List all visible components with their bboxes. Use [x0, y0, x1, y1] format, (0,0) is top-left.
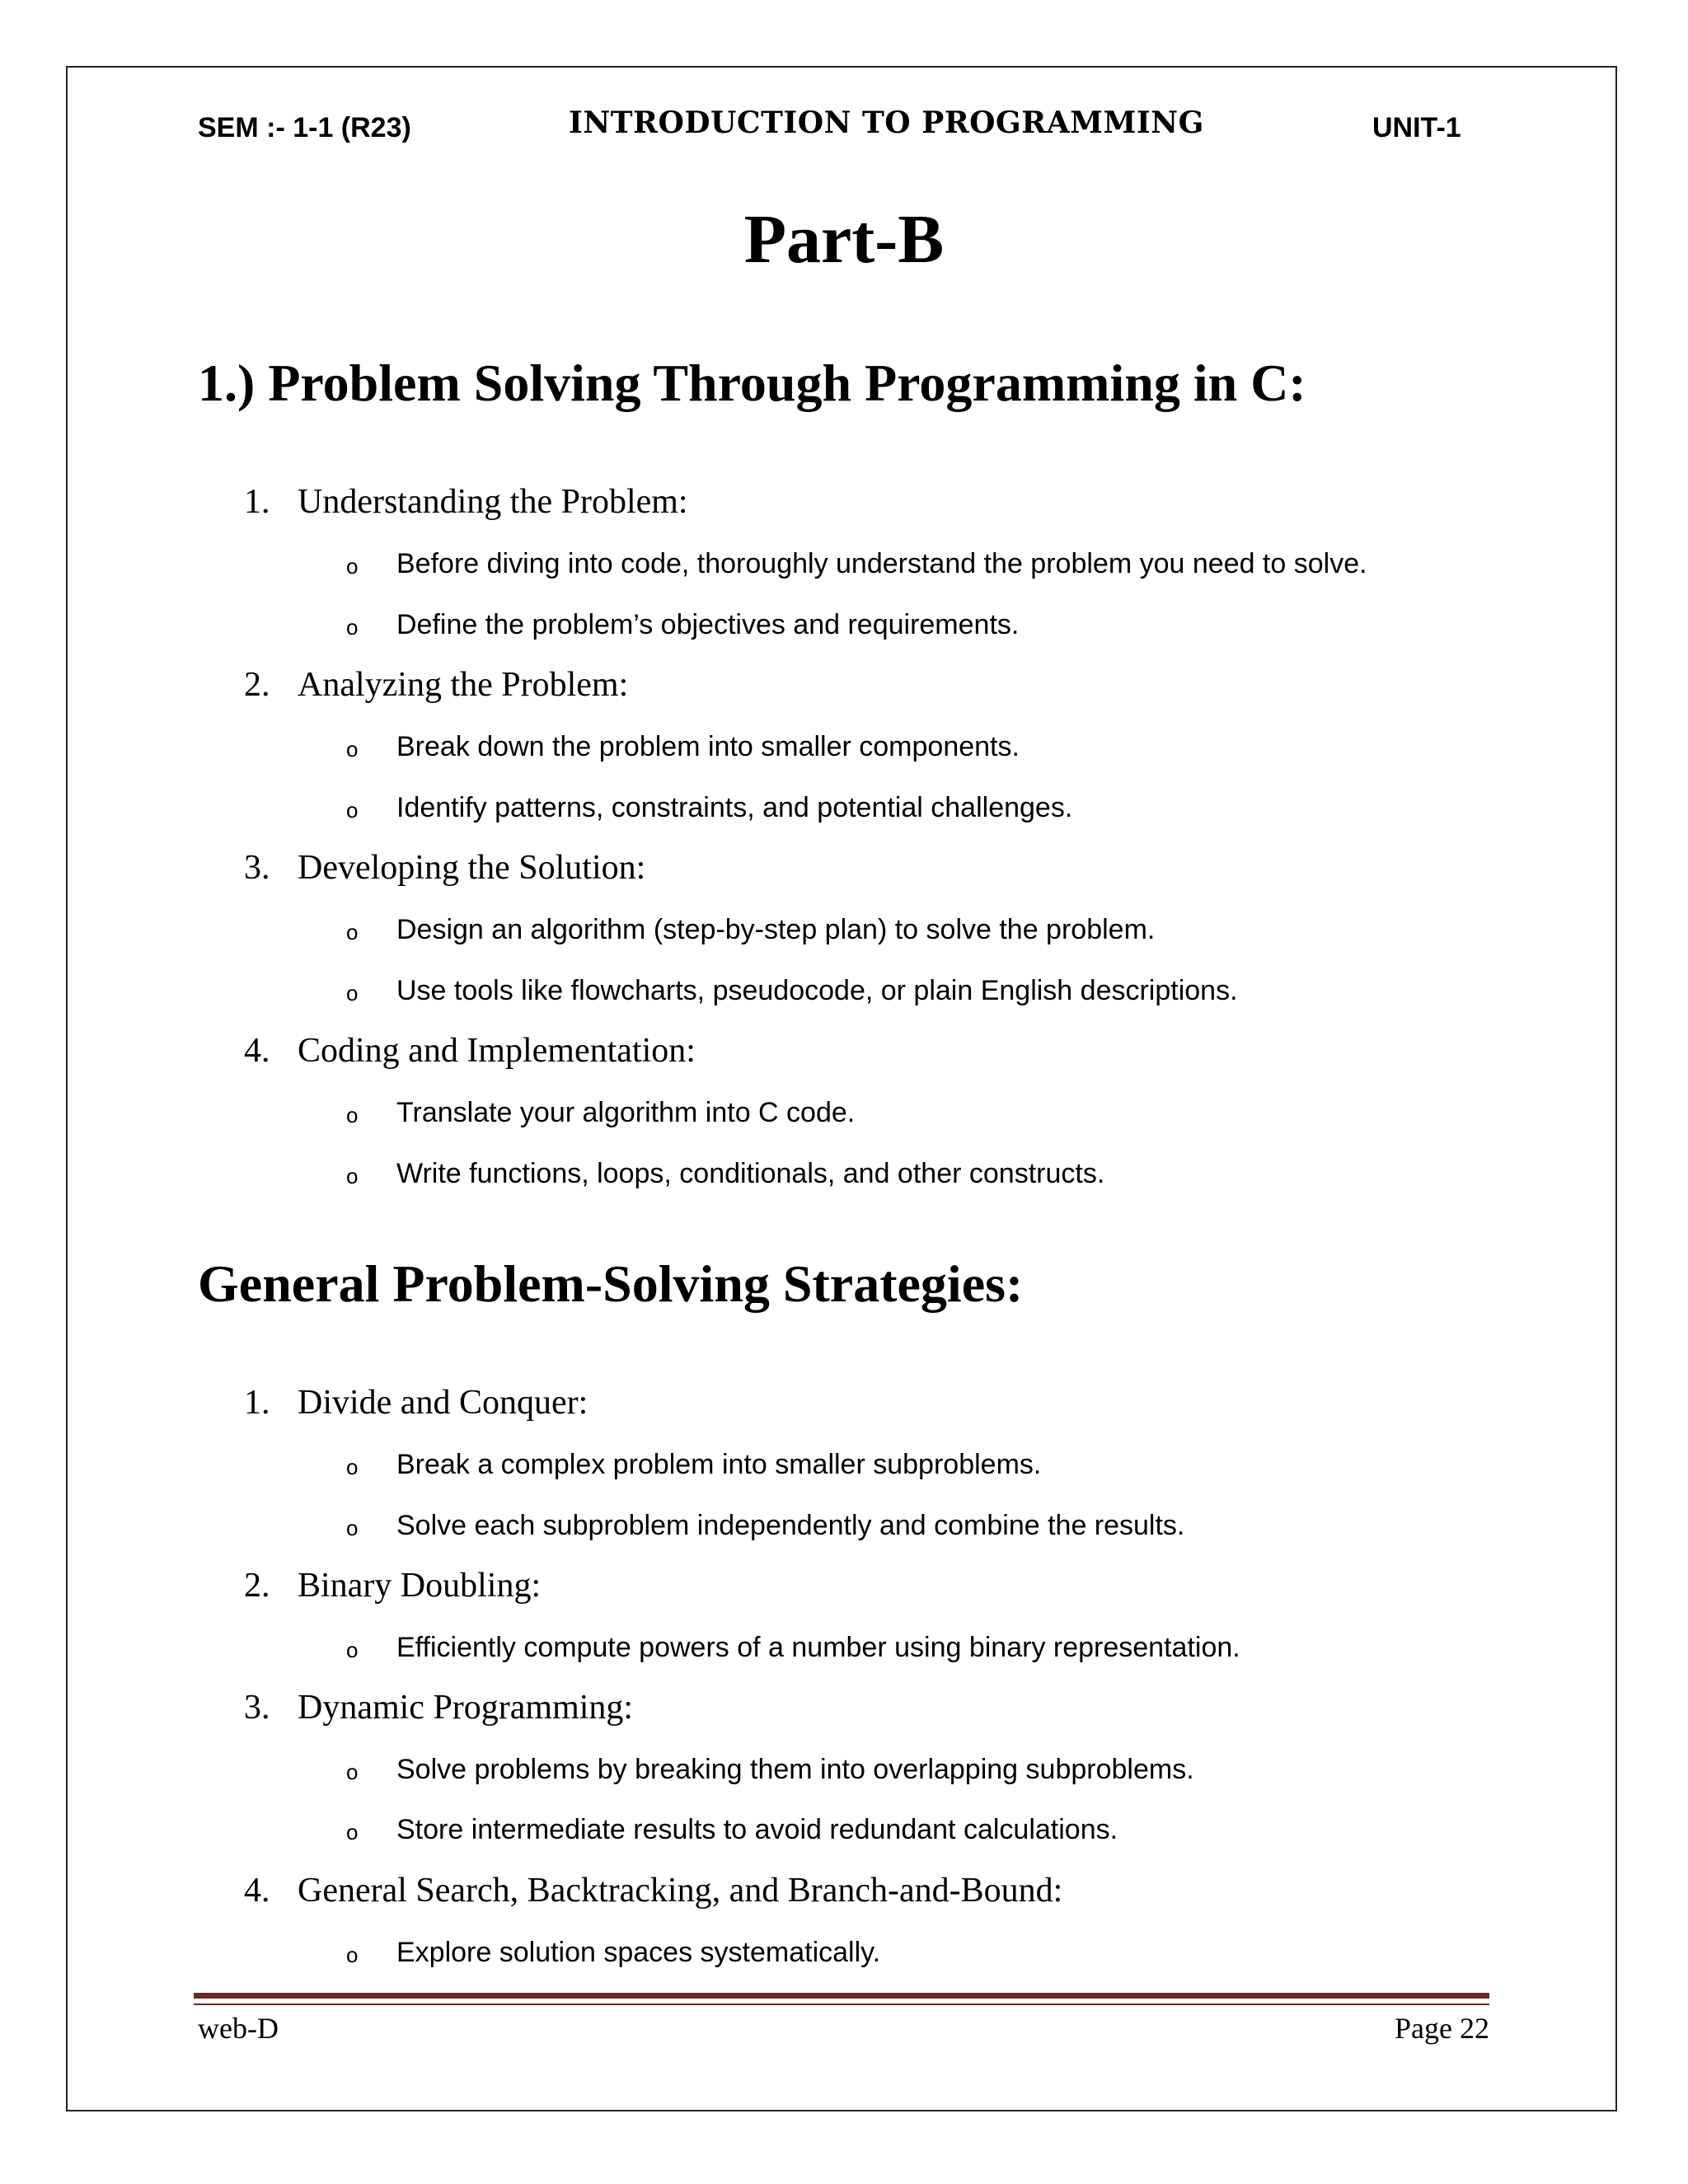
- bullet-icon: o: [346, 981, 359, 1005]
- page-number: Page 22: [1395, 2012, 1489, 2045]
- bullet-icon: o: [346, 1164, 359, 1188]
- footer-rule: [194, 1993, 1489, 1999]
- list-item-title: Binary Doubling:: [298, 1567, 542, 1605]
- header-course-title: INTRODUCTION TO PROGRAMMING: [569, 105, 1204, 140]
- section-title-strategies: General Problem-Solving Strategies:: [198, 1254, 1024, 1313]
- list-item-title: Dynamic Programming:: [298, 1689, 634, 1727]
- list-subitem: Solve problems by breaking them into overlapping subproblems.: [396, 1754, 1194, 1785]
- bullet-icon: o: [346, 920, 359, 944]
- list-subitem: Break down the problem into smaller components.: [396, 731, 1020, 762]
- section-title-problem-solving: 1.) Problem Solving Through Programming in C:: [198, 354, 1306, 412]
- list-item-title: Analyzing the Problem:: [298, 666, 629, 704]
- list-item-number: 1.: [244, 1384, 270, 1422]
- footer-rule-thin: [194, 2004, 1489, 2005]
- bullet-icon: o: [346, 1943, 359, 1967]
- list-subitem: Identify patterns, constraints, and potential challenges.: [396, 792, 1073, 823]
- list-item-title: Divide and Conquer:: [298, 1384, 588, 1422]
- bullet-icon: o: [346, 554, 359, 579]
- list-item-number: 4.: [244, 1872, 270, 1910]
- bullet-icon: o: [346, 1820, 359, 1844]
- bullet-icon: o: [346, 1760, 359, 1784]
- header-unit: UNIT-1: [1372, 112, 1461, 143]
- bullet-icon: o: [346, 1103, 359, 1127]
- bullet-icon: o: [346, 615, 359, 640]
- bullet-icon: o: [346, 1516, 359, 1540]
- list-subitem: Efficiently compute powers of a number using binary representation.: [396, 1632, 1240, 1663]
- footer-left-text: web-D: [198, 2012, 279, 2045]
- list-item-number: 1.: [244, 483, 270, 521]
- list-subitem: Use tools like flowcharts, pseudocode, or plain English descriptions.: [396, 975, 1238, 1006]
- list-subitem: Before diving into code, thoroughly understand the problem you need to solve.: [396, 548, 1367, 579]
- list-item-number: 3.: [244, 1689, 270, 1727]
- list-subitem: Define the problem’s objectives and requirements.: [396, 609, 1020, 640]
- header-semester: SEM :- 1-1 (R23): [198, 112, 411, 143]
- list-subitem: Explore solution spaces systematically.: [396, 1937, 881, 1968]
- list-item-number: 3.: [244, 849, 270, 887]
- list-item-number: 2.: [244, 666, 270, 704]
- list-subitem: Break a complex problem into smaller subproblems.: [396, 1449, 1042, 1480]
- list-item-title: General Search, Backtracking, and Branch-and-Bound:: [298, 1872, 1063, 1910]
- list-item-number: 4.: [244, 1032, 270, 1070]
- list-item-number: 2.: [244, 1567, 270, 1605]
- part-title: Part-B: [743, 201, 945, 278]
- list-item-title: Developing the Solution:: [298, 849, 646, 887]
- bullet-icon: o: [346, 1455, 359, 1479]
- list-item-title: Understanding the Problem:: [298, 483, 688, 521]
- bullet-icon: o: [346, 1638, 359, 1662]
- list-subitem: Write functions, loops, conditionals, and other constructs.: [396, 1158, 1105, 1189]
- list-subitem: Design an algorithm (step-by-step plan) to solve the problem.: [396, 914, 1156, 945]
- bullet-icon: o: [346, 798, 359, 823]
- list-subitem: Translate your algorithm into C code.: [396, 1097, 856, 1128]
- list-subitem: Store intermediate results to avoid redundant calculations.: [396, 1814, 1118, 1845]
- bullet-icon: o: [346, 737, 359, 762]
- list-item-title: Coding and Implementation:: [298, 1032, 696, 1070]
- list-subitem: Solve each subproblem independently and combine the results.: [396, 1510, 1185, 1541]
